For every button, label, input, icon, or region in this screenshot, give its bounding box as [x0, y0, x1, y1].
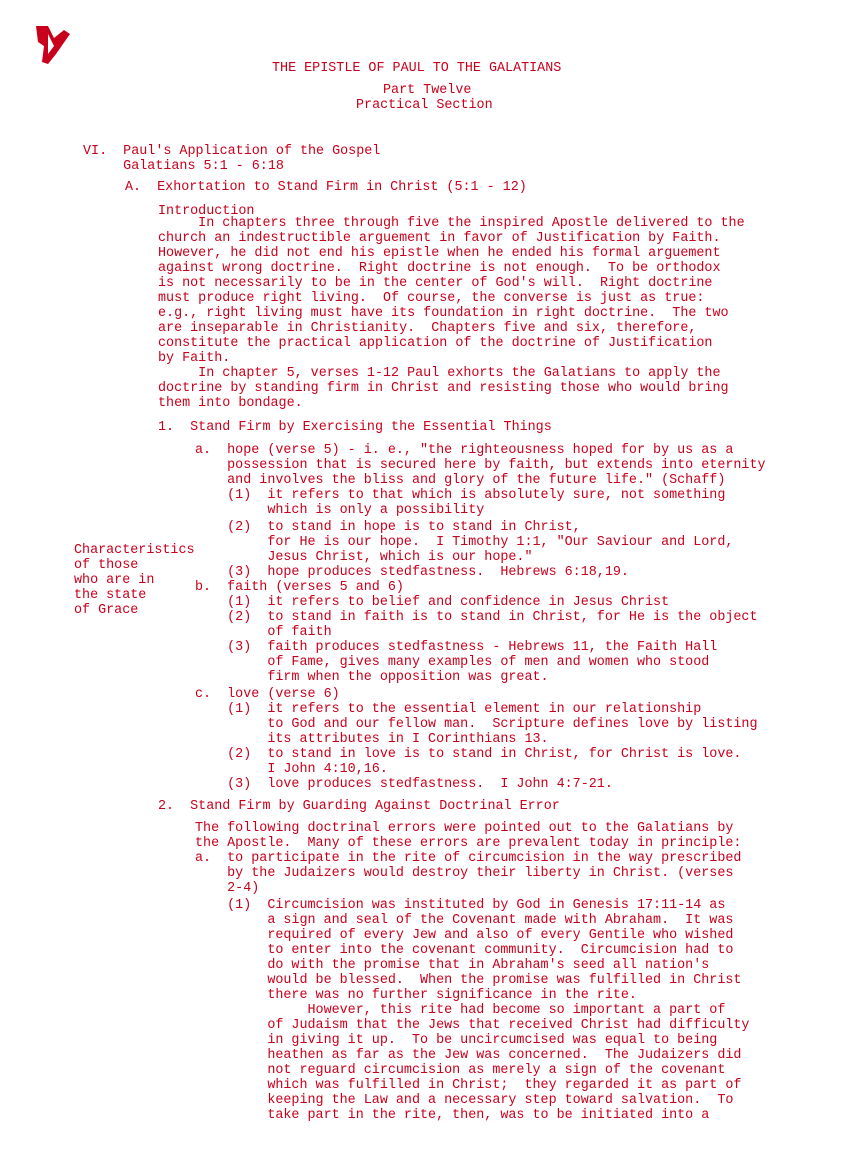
text-line: (1) it refers to the essential element in our relationship	[195, 702, 702, 717]
text-line: constitute the practical application of the doctrine of Justification	[158, 336, 713, 351]
text-line: a sign and seal of the Covenant made with Abraham. It was	[195, 913, 734, 928]
text-line: them into bondage.	[158, 396, 303, 411]
text-line: there was no further significance in the rite.	[195, 988, 637, 1003]
text-line: (1) it refers to that which is absolutely sure, not something	[195, 488, 726, 503]
sidebar-note-line: who are in	[74, 573, 155, 588]
text-line: church an indestructible arguement in favor of Justification by Faith.	[158, 231, 721, 246]
text-line: doctrine by standing firm in Christ and resisting those who would bring	[158, 381, 729, 396]
text-line: its attributes in I Corinthians 13.	[195, 732, 549, 747]
sidebar-note-line: of Grace	[74, 603, 139, 618]
text-line: However, he did not end his epistle when he ended his formal arguement	[158, 246, 721, 261]
text-line: would be blessed. When the promise was fulfilled in Christ	[195, 973, 742, 988]
text-line: is not necessarily to be in the center of God's will. Right doctrine	[158, 276, 713, 291]
text-line: e.g., right living must have its foundation in right doctrine. The two	[158, 306, 729, 321]
text-line: heathen as far as the Jew was concerned. The Judaizers did	[195, 1048, 742, 1063]
text-line: (3) love produces stedfastness. I John 4:7-21.	[195, 777, 613, 792]
text-line: the Apostle. Many of these errors are prevalent today in principle:	[195, 836, 742, 851]
text-line: In chapters three through five the inspired Apostle delivered to the	[158, 216, 745, 231]
text-line: (1) it refers to belief and confidence in Jesus Christ	[195, 595, 670, 610]
text-line: 2-4)	[195, 881, 260, 896]
sidebar-note	[74, 543, 195, 618]
text-line: do with the promise that in Abraham's seed all nation's	[195, 958, 710, 973]
text-line: 1. Stand Firm by Exercising the Essential Things	[158, 420, 552, 435]
document-section: Practical Section	[356, 98, 493, 113]
text-line: are inseparable in Christianity. Chapters five and six, therefore,	[158, 321, 697, 336]
sidebar-note-line: the state	[74, 588, 147, 603]
text-line: a. hope (verse 5) - i. e., "the righteousness hoped for by us as a	[195, 443, 734, 458]
text-line: (2) to stand in faith is to stand in Christ, for He is the object	[195, 610, 758, 625]
text-line: keeping the Law and a necessary step toward salvation. To	[195, 1093, 734, 1108]
text-line: by the Judaizers would destroy their liberty in Christ. (verses	[195, 866, 734, 881]
text-line: (2) to stand in hope is to stand in Christ,	[195, 520, 581, 535]
text-line: to God and our fellow man. Scripture defines love by listing	[195, 717, 758, 732]
text-line: (2) to stand in love is to stand in Christ, for Christ is love.	[195, 747, 742, 762]
text-line: of Judaism that the Jews that received Christ had difficulty	[195, 1018, 750, 1033]
text-line: which was fulfilled in Christ; they regarded it as part of	[195, 1078, 742, 1093]
text-line: not reguard circumcision as merely a sign of the covenant	[195, 1063, 726, 1078]
text-line: VI. Paul's Application of the Gospel	[83, 144, 381, 159]
document-part: Part Twelve	[383, 83, 472, 98]
text-line: firm when the opposition was great.	[195, 670, 549, 685]
text-line: must produce right living. Of course, the converse is just as true:	[158, 291, 705, 306]
text-line: The following doctrinal errors were pointed out to the Galatians by	[195, 821, 734, 836]
text-line: 2. Stand Firm by Guarding Against Doctrinal Error	[158, 799, 560, 814]
text-line: (3) faith produces stedfastness - Hebrews 11, the Faith Hall	[195, 640, 718, 655]
text-line: Galatians 5:1 - 6:18	[83, 159, 284, 174]
text-line: Introduction	[158, 204, 255, 219]
corner-mark-icon	[34, 24, 72, 66]
text-line: However, this rite had become so important a part of	[195, 1003, 726, 1018]
text-line: In chapter 5, verses 1-12 Paul exhorts the Galatians to apply the	[158, 366, 721, 381]
text-line: and involves the bliss and glory of the future life." (Schaff)	[195, 473, 726, 488]
text-line: against wrong doctrine. Right doctrine is not enough. To be orthodox	[158, 261, 721, 276]
text-line: (1) Circumcision was instituted by God in Genesis 17:11-14 as	[195, 898, 726, 913]
text-line: c. love (verse 6)	[195, 687, 340, 702]
text-line: I John 4:10,16.	[195, 762, 388, 777]
text-line: Jesus Christ, which is our hope."	[195, 550, 533, 565]
text-line: a. to participate in the rite of circumcision in the way prescribed	[195, 851, 742, 866]
text-line: required of every Jew and also of every Gentile who wished	[195, 928, 734, 943]
text-line: possession that is secured here by faith, but extends into eternity	[195, 458, 766, 473]
text-line: which is only a possibility	[195, 503, 485, 518]
text-line: in giving it up. To be uncircumcised was equal to being	[195, 1033, 718, 1048]
text-line: of faith	[195, 625, 332, 640]
text-line: (3) hope produces stedfastness. Hebrews 6:18,19.	[195, 565, 629, 580]
document-title: THE EPISTLE OF PAUL TO THE GALATIANS	[272, 61, 562, 76]
text-line: take part in the rite, then, was to be initiated into a	[195, 1108, 710, 1123]
sidebar-note-line: of those	[74, 558, 139, 573]
sidebar-note-line: Characteristics	[74, 543, 195, 558]
text-line: for He is our hope. I Timothy 1:1, "Our Saviour and Lord,	[195, 535, 734, 550]
text-line: of Fame, gives many examples of men and women who stood	[195, 655, 710, 670]
text-line: to enter into the covenant community. Circumcision had to	[195, 943, 734, 958]
text-line: b. faith (verses 5 and 6)	[195, 580, 404, 595]
text-line: by Faith.	[158, 351, 231, 366]
text-line: A. Exhortation to Stand Firm in Christ (5:1 - 12)	[125, 180, 527, 195]
